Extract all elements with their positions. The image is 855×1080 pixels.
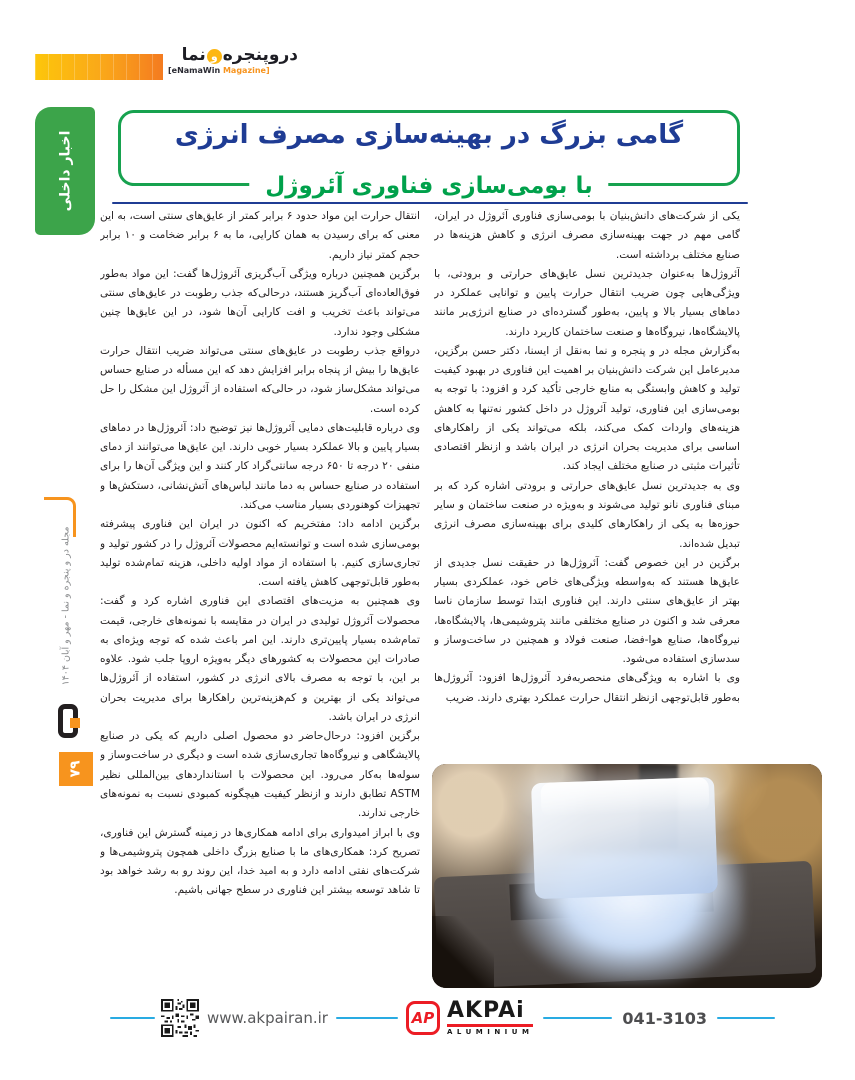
paragraph: انتقال حرارت این مواد حدود ۶ برابر کمتر از عایق‌های سنتی است، به این معنی که برای رسیدن به همان کارایی، ما به ۶ برابر ضخامت و ۱۰ برابر حجم کمتر نیاز داریم. <box>100 210 420 261</box>
footer <box>110 995 775 1041</box>
logo-part1: دروپنجره <box>222 45 298 65</box>
footer-phone-number: 041-3103 <box>622 1008 707 1028</box>
akpai-brand-subtitle: ALUMINIUM <box>446 1028 534 1036</box>
paragraph: برگزین افزود: درحال‌حاضر دو محصول اصلی داریم که یکی در صنایع پالایشگاهی و نیروگاه‌ها تجاری‌سازی شده است و دیگری در ساخت‌وساز و سوله‌ها به‌کار می‌رود. این محصولات با استانداردهای بین‌المللی نظیر ASTM تطابق دارند و ازنظر کیفیت هیچگونه کمبودی نسبت به نمونه‌های خارجی ندارند. <box>100 730 420 820</box>
photo-dark-corner <box>432 916 494 988</box>
akpai-brand-name: AKPAi <box>446 998 525 1023</box>
namawin-logo-orange-square <box>70 718 80 728</box>
paragraph: وی درباره قابلیت‌های دمایی آئروژل‌ها نیز توضیح داد: آئروژل‌ها در دماهای بسیار پایین و بالا عملکرد بسیار خوبی دارند. این عایق‌ها می‌توانند از دمای منفی ۲۰ درجه تا ۶۵۰ درجه سانتی‌گراد کار کنند و این ویژگی آن‌ها را برای استفاده در صنایع حساس به دما مانند لباس‌های آتش‌نشانی، دستکش‌ها و تجهیزات کوهنوردی بسیار مناسب می‌کند. <box>100 421 420 511</box>
footer-line <box>336 1017 398 1020</box>
section-tab-label: اخبار داخلی <box>57 130 73 212</box>
magazine-logo <box>168 46 298 75</box>
paragraph: برگزین همچنین درباره ویژگی آب‌گریزی آئروژل‌ها گفت: این مواد به‌طور فوق‌العاده‌ای آب‌گریز هستند، درحالی‌که جذب رطوبت در عایق‌های سنتی می‌تواند باعث تخریب و افت کارایی آن‌ها شود، در این عایق‌ها چنین مشکلی وجود ندارد. <box>100 267 420 338</box>
paragraph: وی همچنین به مزیت‌های اقتصادی این فناوری اشاره کرد و گفت: محصولات آئروژل تولیدی در ایران در مقایسه با نمونه‌های خارجی، قیمت تمام‌شده بسیار پایین‌تری دارند. این امر باعث شده که توجه ویژه‌ای به صادرات این محصولات به کشورهای دیگر به‌ویژه اروپا جلب شود. علاوه بر این، با توجه به مصرف بالای انرژی در کشور، استفاده از آئروژل‌ها می‌تواند یکی از بهترین و کم‌هزینه‌ترین راهکارها برای مدیریت بحران انرژی در ایران باشد. <box>100 595 420 723</box>
qr-code[interactable] <box>161 999 199 1037</box>
akpai-red-bar <box>447 1024 534 1027</box>
logo-part2: نما <box>181 45 206 65</box>
logo-sub-right: Magazine] <box>222 65 270 75</box>
headline-line1: گامی بزرگ در بهینه‌سازی مصرف انرژی <box>174 120 684 150</box>
paragraph: درواقع جذب رطوبت در عایق‌های سنتی می‌تواند ضریب انتقال حرارت عایق‌ها را بیش از پنجاه برابر افزایش دهد که این مسأله در صنایع حساس می‌تواند مشکل‌ساز شود، در حالی‌که استفاده از آئروژل این مشکل را حل کرده است. <box>100 344 420 415</box>
photo-cube-highlight <box>541 777 710 816</box>
magazine-logo-title <box>168 46 298 65</box>
paragraph: آئروژل‌ها به‌عنوان جدیدترین نسل عایق‌های حرارتی و برودتی، با ویژگی‌هایی چون ضریب انتقال حرارت پایین و توانایی عملکرد در دماهای بسیار بالا و پایین، به‌طور گسترده‌ای در صنایع انرژی‌بر مانند پالایشگاه‌ها، نیروگاه‌ها و صنعت ساختمان کاربرد دارند. <box>434 267 740 338</box>
sidebar-issue-caption: مجله در و پنجره و نما - مهر و آبان ۱۴۰۴ <box>60 526 72 686</box>
paragraph: برگزین در این خصوص گفت: آئروژل‌ها در حقیقت نسل جدیدی از عایق‌ها هستند که به‌واسطه ویژگی‌های خاص خود، عملکردی بسیار بهتر از عایق‌های سنتی دارند. این فناوری ابتدا توسط سازمان ناسا معرفی شد و اکنون در صنایع مختلفی مانند پتروشیمی‌ها، پالایشگاه‌ها، نیروگاه‌ها، صنایع هوا-فضا، صنعت فولاد و همچنین در ساخت‌وساز و سدسازی استفاده می‌شود. <box>434 556 740 666</box>
footer-line <box>543 1017 612 1020</box>
section-tab-domestic-news <box>35 107 95 235</box>
article-column-right <box>434 207 740 759</box>
headline-line2: با بومی‌سازی فناوری آئروژل <box>249 173 608 199</box>
akpai-logo <box>406 1000 534 1036</box>
footer-line <box>110 1017 155 1020</box>
article-column-left <box>100 207 420 969</box>
paragraph: یکی از شرکت‌های دانش‌بنیان با بومی‌سازی فناوری آئروژل در ایران، گامی مهم در جهت بهینه‌سازی مصرف انرژی و کاهش هزینه‌ها در صنایع مختلف برداشته است. <box>434 210 740 261</box>
akpai-wordmark <box>447 1000 534 1036</box>
paragraph: به‌گزارش مجله در و پنجره و نما به‌نقل از ایسنا، دکتر حسن برگزین، مدیرعامل این شرکت دانش‌بنیان بر اهمیت این فناوری در بهبود کیفیت تولید و کاهش وابستگی به منابع خارجی تأکید کرد و افزود: با توجه به بومی‌سازی این فناوری، تولید آئروژل در داخل کشور نه‌تنها به کاهش هزینه‌های واردات کمک می‌کند، بلکه می‌تواند یکی از راهکارهای اساسی برای مدیریت بحران انرژی در ایران باشد و ازنظر اقتصادی تأثیرات مثبتی در صنایع مختلف ایجاد کند. <box>434 344 740 473</box>
namawin-logo-icon <box>58 704 78 738</box>
aerogel-photo <box>432 764 822 988</box>
logo-gradient-bar <box>35 54 163 80</box>
page-number-badge <box>59 752 93 786</box>
headline-divider-rule <box>112 202 748 204</box>
footer-line <box>717 1017 775 1020</box>
logo-sub-left: [eNamaWin <box>168 65 221 75</box>
paragraph: وی با اشاره به ویژگی‌های منحصربه‌فرد آئروژل‌ها افزود: آئروژل‌ها به‌طور قابل‌توجهی ازنظر انتقال حرارت عملکرد بهتری دارند. ضریب <box>434 672 740 704</box>
akpai-monogram-icon: AP <box>406 1001 440 1035</box>
headline-box <box>118 110 740 199</box>
paragraph: برگزین ادامه داد: مفتخریم که اکنون در ایران این فناوری پیشرفته بومی‌سازی شده است و توانسته‌ایم محصولات آئروژل را در کشور تولید و تجاری‌سازی کنیم. با استفاده از مواد اولیه داخلی، هزینه تمام‌شده تولید به‌طور قابل‌توجهی کاهش یافته است. <box>100 518 420 589</box>
page-number: ۷۹ <box>68 760 84 778</box>
footer-website-link[interactable]: www.akpairan.ir <box>207 1009 328 1027</box>
paragraph: وی با ابراز امیدواری برای ادامه همکاری‌ها در زمینه گسترش این فناوری، تصریح کرد: همکاری‌های ما با صنایع بزرگ داخلی همچون پتروشیمی‌ها و شرکت‌های نفتی ادامه دارد و به امید خدا، این روند رو به رشد خواهد بود تا شاهد توسعه بیشتر این فناوری در سطح جهانی باشیم. <box>100 826 420 897</box>
logo-accent-circle: و <box>207 49 222 64</box>
paragraph: وی به جدیدترین نسل عایق‌های حرارتی و برودتی اشاره کرد که بر مبنای فناوری نانو تولید می‌شوند و به‌ویژه در صنعت ساختمان و سایر حوزه‌ها به یکی از راهکارهای کلیدی برای بهینه‌سازی مصرف انرژی تبدیل شده‌اند. <box>434 479 740 550</box>
magazine-logo-subtitle <box>168 66 298 75</box>
